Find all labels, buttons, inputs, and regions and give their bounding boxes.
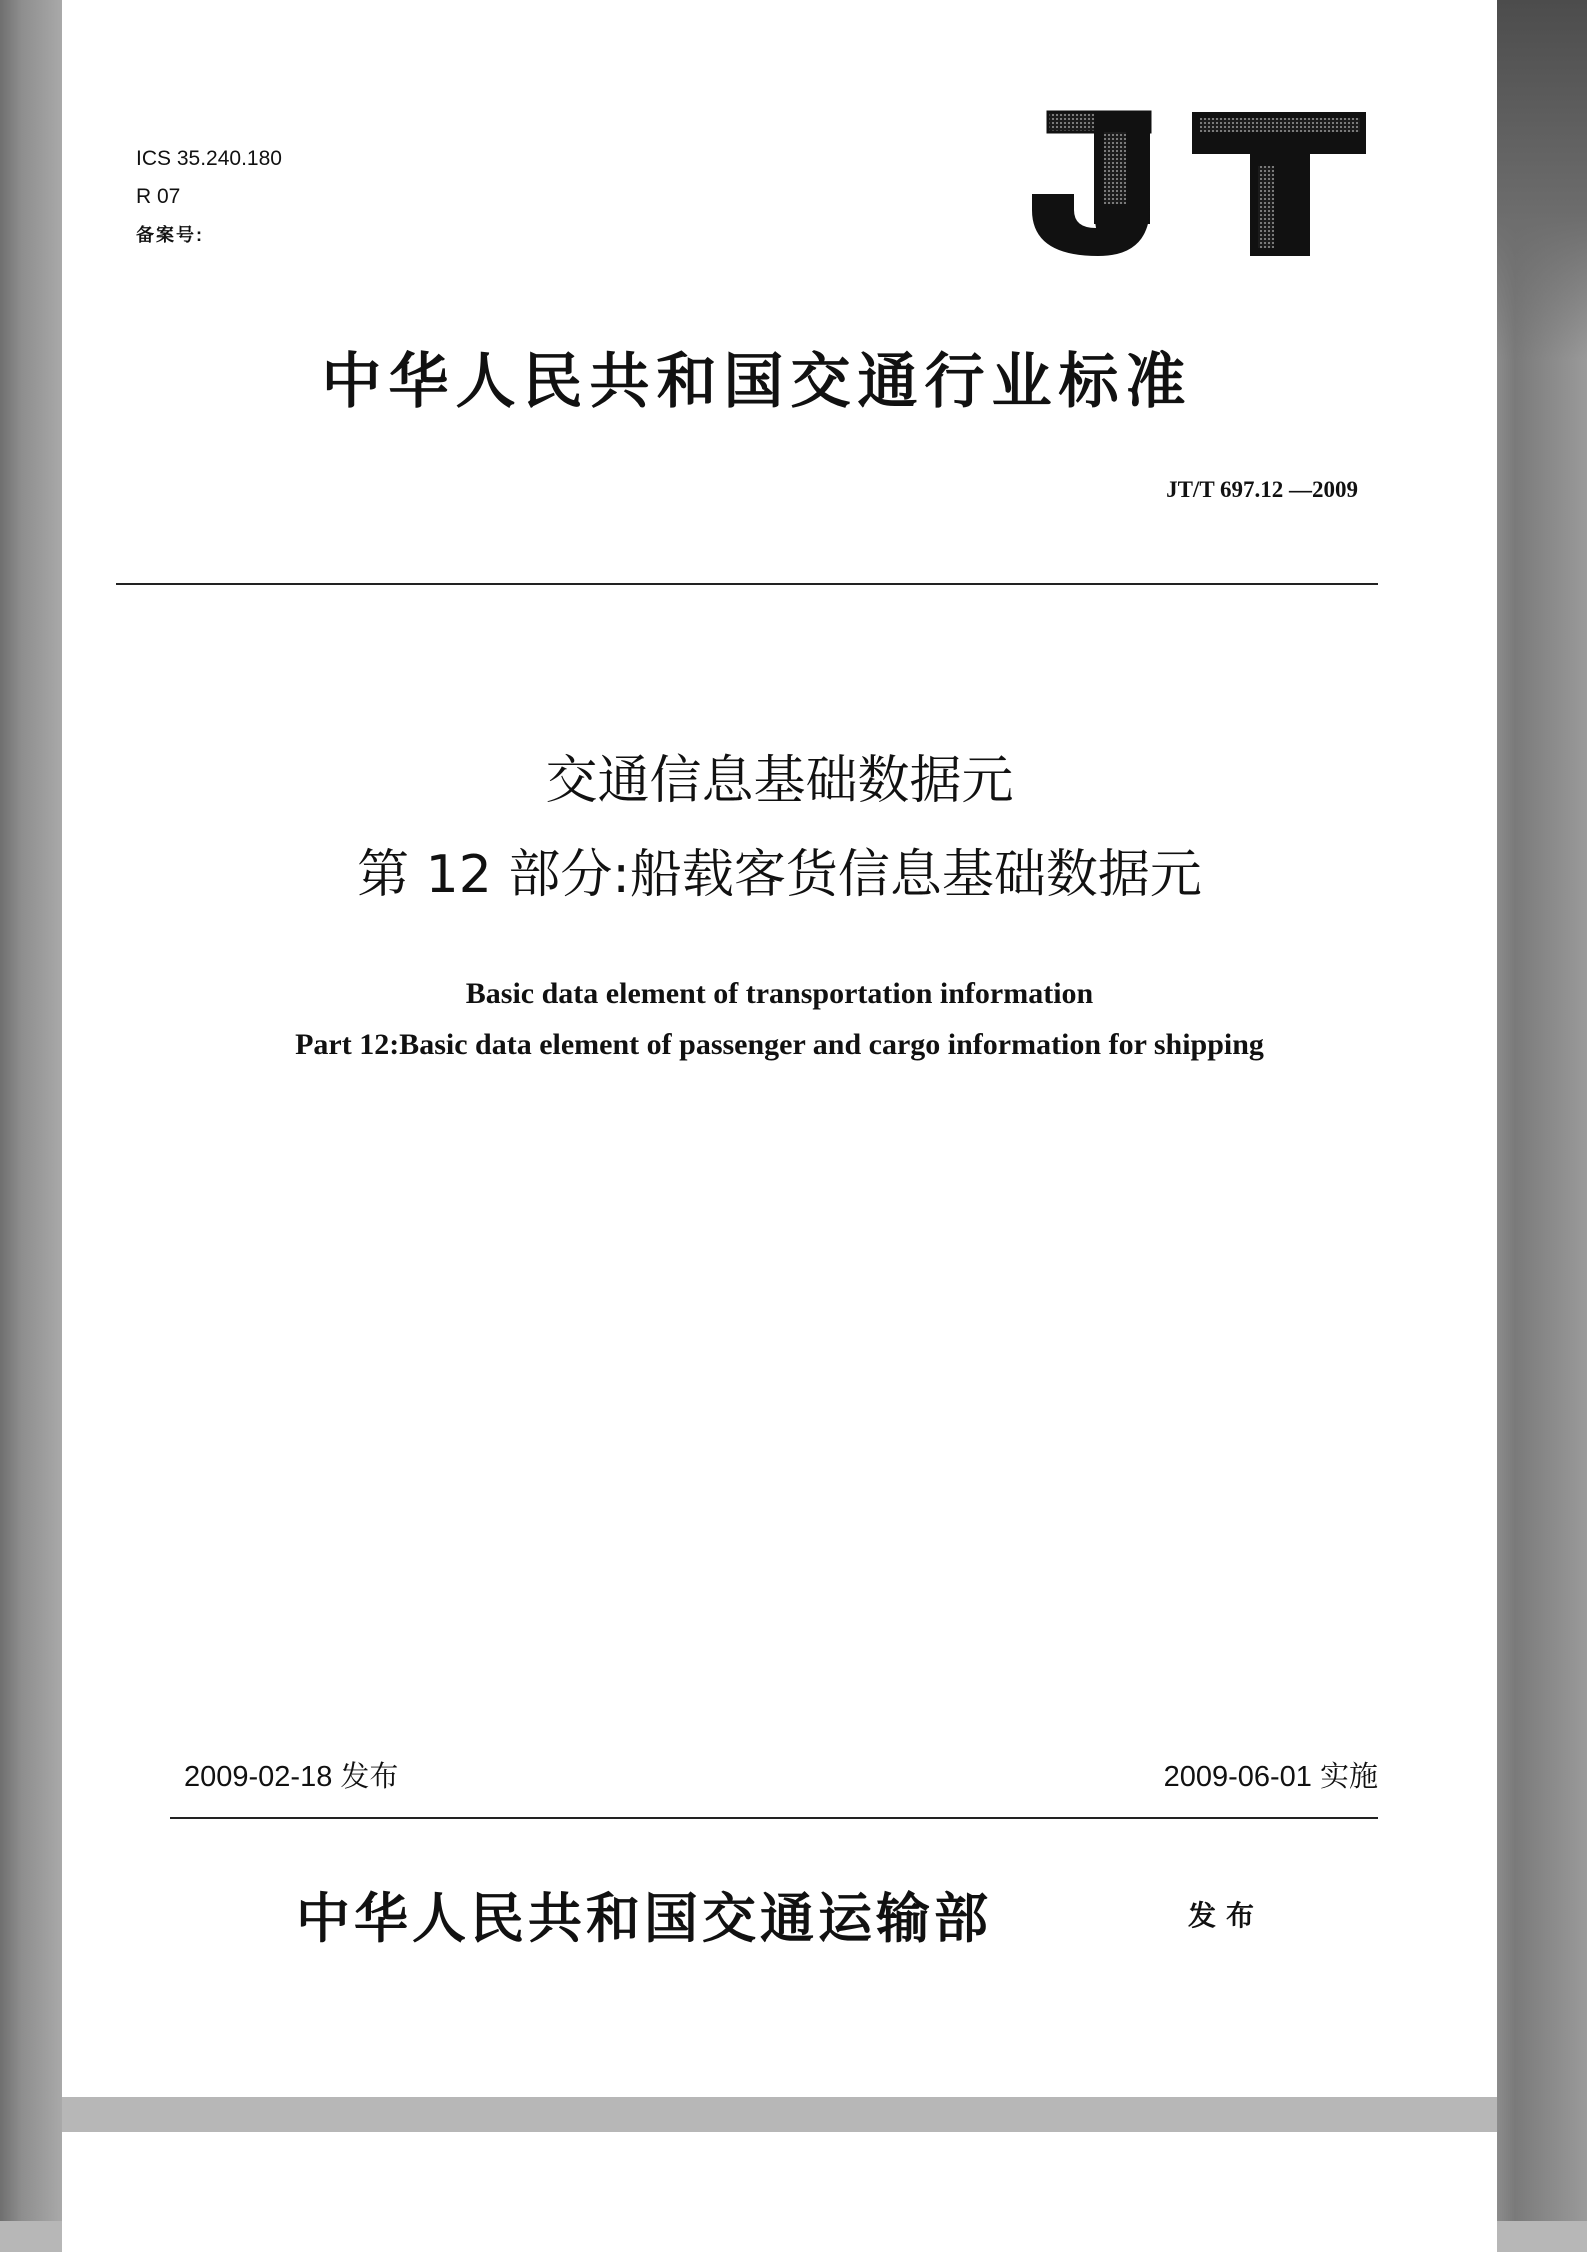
- next-document-page: [62, 2132, 1497, 2252]
- footer-divider: [170, 1817, 1378, 1819]
- issue-date: 2009-02-18 发布: [184, 1761, 399, 1793]
- standard-code: JT/T 697.12 —2009: [1166, 477, 1358, 502]
- classification-block: [136, 140, 282, 254]
- viewer-right-gutter[interactable]: [1497, 0, 1587, 2221]
- class-code: R 07: [136, 185, 181, 208]
- jt-logo: [1024, 106, 1370, 258]
- publish-label: 发布: [1188, 1899, 1265, 1932]
- record-number-label: 备案号:: [136, 225, 204, 245]
- title-cn-line1: 交通信息基础数据元: [545, 751, 1014, 811]
- ics-code: ICS 35.240.180: [136, 147, 282, 170]
- title-en-line1: Basic data element of transportation information: [465, 977, 1094, 1010]
- standard-category-title: 中华人民共和国交通行业标准: [321, 347, 1193, 417]
- header-divider: [116, 583, 1378, 585]
- implementation-date: 2009-06-01 实施: [1163, 1761, 1378, 1793]
- publisher-name: 中华人民共和国交通运输部: [296, 1886, 992, 1950]
- title-cn-line2: 第 12 部分:船载客货信息基础数据元: [357, 845, 1202, 905]
- title-en-line2: Part 12:Basic data element of passenger and cargo information for shipping: [295, 1028, 1264, 1061]
- viewer-left-gutter: [0, 0, 62, 2221]
